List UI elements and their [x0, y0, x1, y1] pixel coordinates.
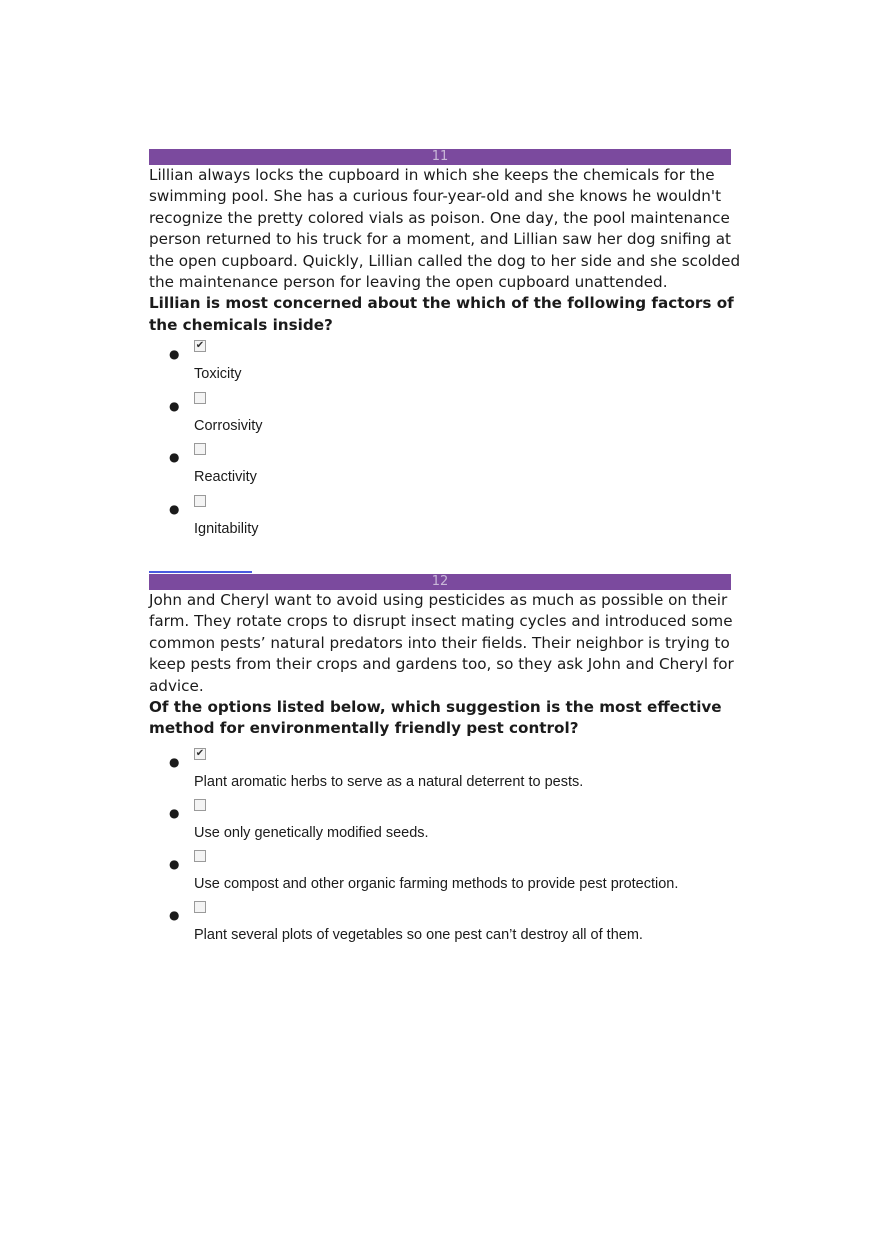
- question-12: [149, 570, 734, 948]
- option-label[interactable]: Ignitability: [194, 520, 259, 537]
- answer-option[interactable]: [149, 901, 731, 948]
- option-label[interactable]: Corrosivity: [194, 417, 263, 434]
- stem-line: Lillian always locks the cupboard in which she keeps the chemicals for the: [149, 166, 715, 184]
- stem-line: the maintenance person for leaving the open cupboard unattended.: [149, 273, 668, 292]
- prompt-line: method for environmentally friendly pest control?: [149, 719, 579, 738]
- answer-option[interactable]: [149, 340, 731, 388]
- option-label[interactable]: Reactivity: [194, 469, 257, 486]
- stem-line: common pests’ natural predators into their fields. Their neighbor is trying to: [149, 633, 730, 652]
- checkbox-checked-icon[interactable]: [194, 340, 206, 352]
- question-stem: [149, 165, 741, 293]
- bullet-icon: ●: [169, 398, 180, 413]
- anchor-link-underline[interactable]: [149, 571, 252, 573]
- question-number-bar: [149, 149, 731, 165]
- checkbox-icon[interactable]: [194, 901, 206, 913]
- option-label[interactable]: Use compost and other organic farming methods to provide pest protection.: [194, 875, 679, 892]
- stem-line: farm. They rotate crops to disrupt insect mating cycles and introduced some: [149, 612, 733, 631]
- option-label[interactable]: Plant several plots of vegetables so one pest can’t destroy all of them.: [194, 926, 643, 943]
- option-label[interactable]: Toxicity: [194, 366, 242, 383]
- question-number: 11: [431, 149, 449, 164]
- answer-options: [149, 748, 731, 948]
- bullet-icon: ●: [169, 754, 180, 769]
- bullet-icon: ●: [169, 347, 180, 362]
- question-prompt: [149, 697, 731, 740]
- prompt-line: Of the options listed below, which suggestion is the most effective: [149, 698, 722, 717]
- answer-option[interactable]: [149, 392, 731, 440]
- bullet-icon: ●: [169, 450, 180, 465]
- stem-line: the open cupboard. Quickly, Lillian called the dog to her side and she scolded: [149, 251, 741, 270]
- checkbox-icon[interactable]: [194, 392, 206, 404]
- question-number: 12: [431, 574, 449, 589]
- stem-line: advice.: [149, 676, 204, 695]
- checkbox-icon[interactable]: [194, 799, 206, 811]
- answer-option[interactable]: [149, 443, 731, 491]
- prompt-line: the chemicals inside?: [149, 315, 333, 334]
- checkbox-icon[interactable]: [194, 443, 206, 455]
- question-11: [149, 149, 741, 542]
- answer-options: [149, 340, 731, 542]
- prompt-line: Lillian is most concerned about the which of the following factors of: [149, 294, 734, 313]
- stem-line: recognize the pretty colored vials as poison. One day, the pool maintenance: [149, 208, 730, 227]
- answer-option[interactable]: [149, 495, 731, 543]
- bullet-icon: ●: [169, 805, 180, 820]
- stem-line: keep pests from their crops and gardens too, so they ask John and Cheryl for: [149, 655, 734, 674]
- question-number-bar: [149, 574, 731, 590]
- question-prompt: [149, 293, 734, 336]
- stem-line: John and Cheryl want to avoid using pesticides as much as possible on their: [149, 591, 728, 609]
- option-label[interactable]: Plant aromatic herbs to serve as a natural deterrent to pests.: [194, 773, 584, 790]
- checkbox-icon[interactable]: [194, 495, 206, 507]
- bullet-icon: ●: [169, 907, 180, 922]
- question-stem: [149, 590, 734, 697]
- bullet-icon: ●: [169, 856, 180, 871]
- stem-line: person returned to his truck for a moment, and Lillian saw her dog sniﬁng at: [149, 230, 731, 249]
- stem-line: swimming pool. She has a curious four-year-old and she knows he wouldn't: [149, 187, 722, 206]
- checkbox-checked-icon[interactable]: [194, 748, 206, 760]
- bullet-icon: ●: [169, 501, 180, 516]
- option-label[interactable]: Use only genetically modified seeds.: [194, 824, 429, 841]
- answer-option[interactable]: [149, 748, 731, 795]
- answer-option[interactable]: [149, 799, 731, 846]
- answer-option[interactable]: [149, 850, 731, 897]
- checkbox-icon[interactable]: [194, 850, 206, 862]
